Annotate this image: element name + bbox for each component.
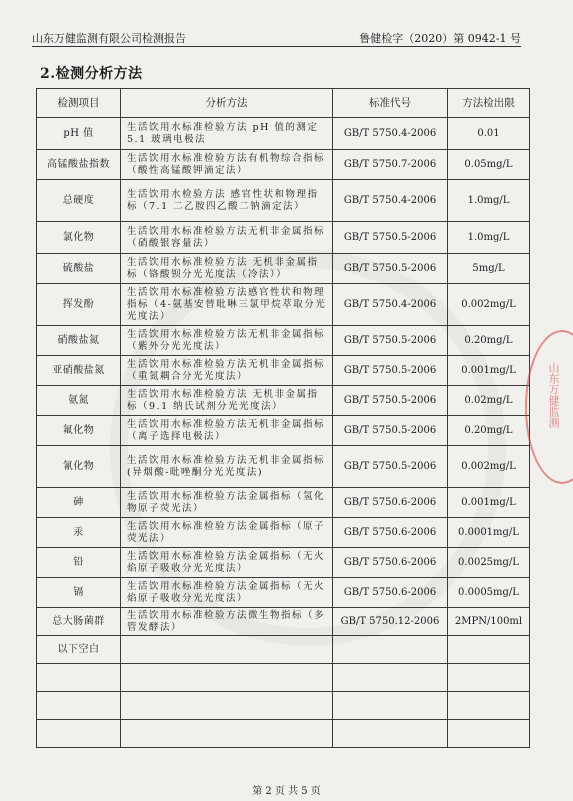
cell-item: 汞: [37, 518, 121, 548]
cell-item: 挥发酚: [37, 284, 121, 326]
cell-item: 总大肠菌群: [37, 608, 121, 636]
table-row: [37, 636, 530, 664]
header-divider: [32, 46, 521, 47]
cell-limit: 0.20mg/L: [448, 416, 530, 446]
cell-item: 镉: [37, 578, 121, 608]
cell-method: 生活饮用水标准检验方法无机非金属指标 (异烟酸-吡唑酮分光光度法): [121, 446, 333, 488]
cell-standard: GB/T 5750.5-2006: [333, 356, 448, 386]
cell-limit: 5mg/L: [448, 254, 530, 284]
table-row: [37, 446, 530, 488]
cell-standard: [333, 720, 448, 748]
cell-item: 氟化物: [37, 416, 121, 446]
table-row: [37, 664, 530, 692]
cell-method: 生活饮用水标准检验方法金属指标（原子荧光法）: [121, 518, 333, 548]
cell-standard: GB/T 5750.5-2006: [333, 416, 448, 446]
table-row: [37, 578, 530, 608]
cell-standard: GB/T 5750.6-2006: [333, 518, 448, 548]
cell-item: [37, 692, 121, 720]
cell-method: 生活饮用水标准检验方法 pH 值的测定 5.1 玻璃电极法: [121, 118, 333, 150]
cell-method: 生活饮用水标准检验方法感官性状和物理指标（4-氨基安替吡啉三氯甲烷萃取分光光度法）: [121, 284, 333, 326]
cell-limit: 0.002mg/L: [448, 446, 530, 488]
cell-limit: 0.002mg/L: [448, 284, 530, 326]
cell-limit: 0.05mg/L: [448, 150, 530, 180]
table-row: [37, 416, 530, 446]
cell-standard: GB/T 5750.4-2006: [333, 284, 448, 326]
cell-method: 生活饮用水标准检验方法 无机非金属指标（铬酸钡分光光度法（冷法））: [121, 254, 333, 284]
cell-limit: 0.001mg/L: [448, 488, 530, 518]
table-row: [37, 720, 530, 748]
page-footer: 第 2 页 共 5 页: [252, 786, 321, 797]
cell-method: 生活饮用水标准检验方法无机非金属指标（重氮耦合分光光度法）: [121, 356, 333, 386]
section-title: 2.检测分析方法: [40, 66, 143, 82]
cell-standard: GB/T 5750.5-2006: [333, 386, 448, 416]
cell-standard: GB/T 5750.6-2006: [333, 578, 448, 608]
cell-standard: [333, 636, 448, 664]
cell-limit: 0.0025mg/L: [448, 548, 530, 578]
cell-limit: [448, 692, 530, 720]
seal-text: 山东万健监测: [547, 362, 560, 428]
cell-standard: GB/T 5750.5-2006: [333, 222, 448, 254]
cell-limit: 2MPN/100ml: [448, 608, 530, 636]
table-row: [37, 548, 530, 578]
cell-limit: 0.01: [448, 118, 530, 150]
table-row: [37, 326, 530, 356]
cell-standard: GB/T 5750.5-2006: [333, 446, 448, 488]
cell-method: 生活饮用水检验方法 感官性状和物理指标（7.1 二乙胺四乙酸二钠滴定法）: [121, 180, 333, 222]
cell-item: 总硬度: [37, 180, 121, 222]
header-item: 检测项目: [37, 89, 121, 118]
cell-item: 硫酸盐: [37, 254, 121, 284]
table-row: [37, 518, 530, 548]
table-row: [37, 356, 530, 386]
cell-limit: 1.0mg/L: [448, 222, 530, 254]
table-row: [37, 150, 530, 180]
cell-limit: 0.0001mg/L: [448, 518, 530, 548]
cell-limit: 0.20mg/L: [448, 326, 530, 356]
cell-item: 砷: [37, 488, 121, 518]
table-row: [37, 284, 530, 326]
header-method: 分析方法: [121, 89, 333, 118]
table-row: [37, 254, 530, 284]
cell-method: [121, 636, 333, 664]
cell-method: 生活饮用水标准检验方法金属指标（无火焰原子吸收分光光度法）: [121, 548, 333, 578]
cell-standard: GB/T 5750.4-2006: [333, 180, 448, 222]
cell-limit: 0.0005mg/L: [448, 578, 530, 608]
cell-standard: GB/T 5750.6-2006: [333, 548, 448, 578]
cell-limit: 0.001mg/L: [448, 356, 530, 386]
cell-method: 生活饮用水标准检验方法无机非金属指标（硝酸银容量法）: [121, 222, 333, 254]
cell-method: [121, 692, 333, 720]
cell-limit: [448, 720, 530, 748]
cell-item: 亚硝酸盐氮: [37, 356, 121, 386]
cell-standard: GB/T 5750.5-2006: [333, 254, 448, 284]
header-limit: 方法检出限: [448, 89, 530, 118]
cell-item: pH 值: [37, 118, 121, 150]
cell-limit: [448, 664, 530, 692]
table-header-row: [37, 89, 530, 118]
cell-standard: GB/T 5750.5-2006: [333, 326, 448, 356]
cell-limit: 0.02mg/L: [448, 386, 530, 416]
cell-method: 生活饮用水标准检验方法无机非金属指标（紫外分光光度法）: [121, 326, 333, 356]
cell-method: [121, 720, 333, 748]
table-row: [37, 692, 530, 720]
cell-item: [37, 664, 121, 692]
cell-item: 高锰酸盐指数: [37, 150, 121, 180]
cell-item: 氰化物: [37, 446, 121, 488]
table-row: [37, 180, 530, 222]
cell-standard: GB/T 5750.6-2006: [333, 488, 448, 518]
cell-method: [121, 664, 333, 692]
table-row: [37, 222, 530, 254]
cell-item: 硝酸盐氮: [37, 326, 121, 356]
analysis-methods-table: [36, 88, 530, 748]
cell-item: 以下空白: [37, 636, 121, 664]
cell-limit: 1.0mg/L: [448, 180, 530, 222]
table-row: [37, 608, 530, 636]
cell-method: 生活饮用水标准检验方法金属指标（无火焰原子吸收分光光度法）: [121, 578, 333, 608]
page-header: [32, 30, 521, 46]
cell-method: 生活饮用水标准检验方法有机物综合指标（酸性高锰酸钾滴定法）: [121, 150, 333, 180]
cell-method: 生活饮用水标准检验方法 无机非金属指标（9.1 纳氏试剂分光光度法）: [121, 386, 333, 416]
cell-item: 氨氮: [37, 386, 121, 416]
table-row: [37, 386, 530, 416]
company-name: 山东万健监测有限公司检测报告: [32, 32, 186, 45]
cell-method: 生活饮用水标准检验方法无机非金属指标（离子选择电极法）: [121, 416, 333, 446]
cell-item: 氯化物: [37, 222, 121, 254]
cell-method: 生活饮用水标准检验方法微生物指标（多管发酵法）: [121, 608, 333, 636]
report-number: 鲁健检字（2020）第 0942-1 号: [359, 32, 521, 45]
cell-limit: [448, 636, 530, 664]
cell-standard: GB/T 5750.12-2006: [333, 608, 448, 636]
cell-method: 生活饮用水标准检验方法金属指标（氢化物原子荧光法）: [121, 488, 333, 518]
table-row: [37, 118, 530, 150]
header-standard: 标准代号: [333, 89, 448, 118]
cell-item: 铅: [37, 548, 121, 578]
cell-standard: [333, 692, 448, 720]
cell-standard: GB/T 5750.7-2006: [333, 150, 448, 180]
cell-standard: [333, 664, 448, 692]
cell-standard: GB/T 5750.4-2006: [333, 118, 448, 150]
cell-item: [37, 720, 121, 748]
table-row: [37, 488, 530, 518]
